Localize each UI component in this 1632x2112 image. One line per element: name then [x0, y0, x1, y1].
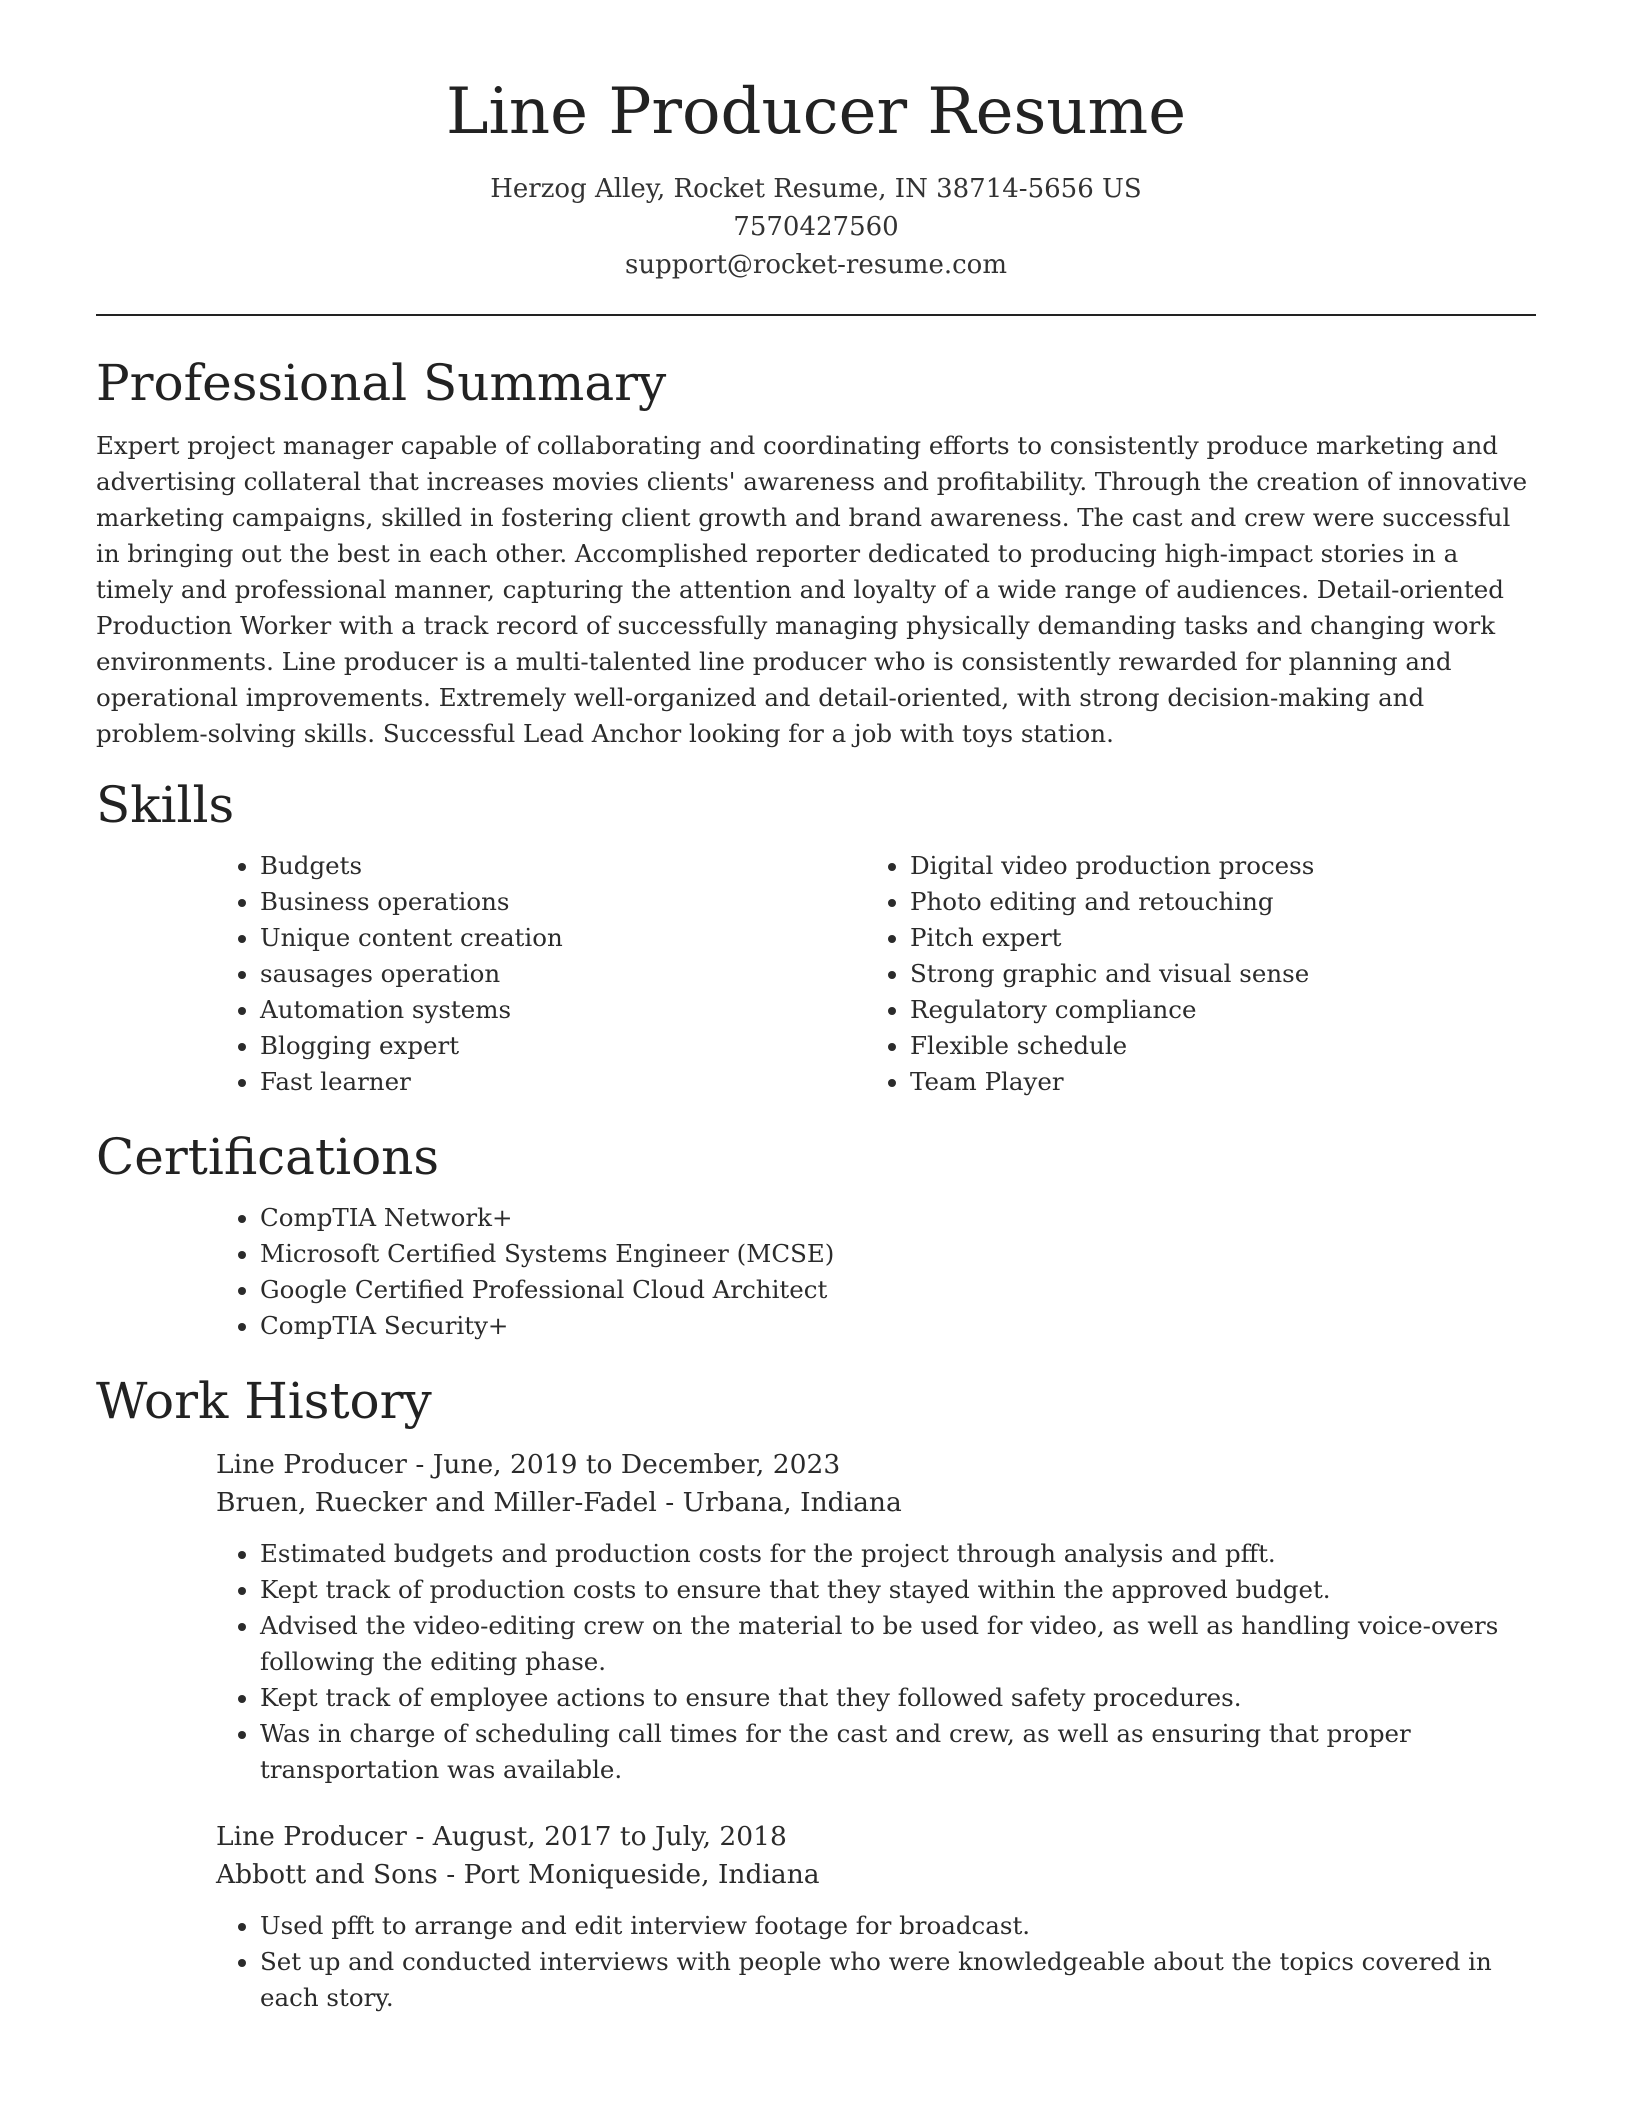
- job-duty-item: • Was in charge of scheduling call times for the cast and crew, as well as ensuring that proper transportation was available.: [260, 1716, 1536, 1788]
- job-company: Bruen, Ruecker and Miller-Fadel: [216, 1487, 657, 1518]
- job-location: Urbana, Indiana: [682, 1487, 902, 1518]
- skill-item: • sausages operation: [260, 956, 866, 992]
- certification-item: • CompTIA Security+: [260, 1308, 1536, 1344]
- work-history-heading: Work History: [96, 1372, 432, 1430]
- skills-list: [216, 848, 1536, 1100]
- skill-item: • Digital video production process: [910, 848, 1516, 884]
- skill-item: • Strong graphic and visual sense: [910, 956, 1516, 992]
- job-duty-item: • Used pfft to arrange and edit interview footage for broadcast.: [260, 1908, 1536, 1944]
- job-company: Abbott and Sons: [216, 1859, 438, 1890]
- job-entry: [216, 1818, 1536, 2016]
- skill-item: • Flexible schedule: [910, 1028, 1516, 1064]
- skill-item: • Blogging expert: [260, 1028, 866, 1064]
- skills-column-left: [216, 848, 866, 1100]
- skills-column-right: [866, 848, 1516, 1100]
- skill-item: • Regulatory compliance: [910, 992, 1516, 1028]
- job-title: Line Producer: [216, 1449, 407, 1480]
- header-divider: [96, 314, 1536, 316]
- job-duty-item: • Estimated budgets and production costs for the project through analysis and pfft.: [260, 1536, 1536, 1572]
- job-duty-item: • Set up and conducted interviews with people who were knowledgeable about the topics covered in each story.: [260, 1944, 1536, 2016]
- skill-item: • Unique content creation: [260, 920, 866, 956]
- contact-email: support@rocket-resume.com: [624, 250, 1007, 280]
- contact-phone: 7570427560: [733, 212, 899, 242]
- skill-item: • Budgets: [260, 848, 866, 884]
- skill-item: • Fast learner: [260, 1064, 866, 1100]
- job-duty-item: • Advised the video-editing crew on the material to be used for video, as well as handling voice-overs following the editing phase.: [260, 1608, 1536, 1680]
- job-duties: [216, 1908, 1536, 2016]
- job-location: Port Moniqueside, Indiana: [463, 1859, 820, 1890]
- job-duties: [216, 1536, 1536, 1788]
- job-duty-item: • Kept track of employee actions to ensure that they followed safety procedures.: [260, 1680, 1536, 1716]
- skill-item: • Automation systems: [260, 992, 866, 1028]
- certification-item: • Microsoft Certified Systems Engineer (MCSE): [260, 1236, 1536, 1272]
- job-title-line: Line Producer - June, 2019 to December, 2023: [216, 1449, 841, 1480]
- job-company-line: Abbott and Sons - Port Moniqueside, Indiana: [216, 1859, 820, 1890]
- job-dates: August, 2017 to July, 2018: [432, 1821, 787, 1852]
- job-entry: [216, 1446, 1536, 1788]
- certifications-list: [216, 1200, 1536, 1344]
- resume-header: [96, 0, 1536, 284]
- certification-item: • CompTIA Network+: [260, 1200, 1536, 1236]
- skill-item: • Business operations: [260, 884, 866, 920]
- skills-heading: Skills: [96, 776, 235, 834]
- contact-address: Herzog Alley, Rocket Resume, IN 38714-5656 US: [490, 174, 1142, 204]
- skill-item: • Team Player: [910, 1064, 1516, 1100]
- certification-item: • Google Certified Professional Cloud Architect: [260, 1272, 1536, 1308]
- job-duty-item: • Kept track of production costs to ensure that they stayed within the approved budget.: [260, 1572, 1536, 1608]
- resume-page: [96, 0, 1536, 2016]
- summary-text: Expert project manager capable of collaborating and coordinating efforts to consistently produce marketing and advertising collateral that increases movies clients' awareness and profitability. Through the creation of innovative marketing campaigns, skilled in fostering client growth and brand awareness. The cast and crew were successful in bringing out the best in each other. Accomplished reporter dedicated to producing high-impact stories in a timely and professional manner, capturing the attention and loyalty of a wide range of audiences. Detail-oriented Production Worker with a track record of successfully managing physically demanding tasks and changing work environments. Line producer is a multi-talented line producer who is consistently rewarded for planning and operational improvements. Extremely well-organized and detail-oriented, with strong decision-making and problem-solving skills. Successful Lead Anchor looking for a job with toys station.: [96, 431, 1528, 748]
- resume-title: Line Producer Resume: [445, 75, 1187, 149]
- job-title-line: Line Producer - August, 2017 to July, 2018: [216, 1821, 787, 1852]
- skill-item: • Photo editing and retouching: [910, 884, 1516, 920]
- job-dates: June, 2019 to December, 2023: [432, 1449, 841, 1480]
- certifications-heading: Certifications: [96, 1128, 440, 1186]
- summary-heading: Professional Summary: [96, 354, 667, 412]
- contact-block: [96, 170, 1536, 284]
- job-title: Line Producer: [216, 1821, 407, 1852]
- job-company-line: Bruen, Ruecker and Miller-Fadel - Urbana, Indiana: [216, 1487, 902, 1518]
- skill-item: • Pitch expert: [910, 920, 1516, 956]
